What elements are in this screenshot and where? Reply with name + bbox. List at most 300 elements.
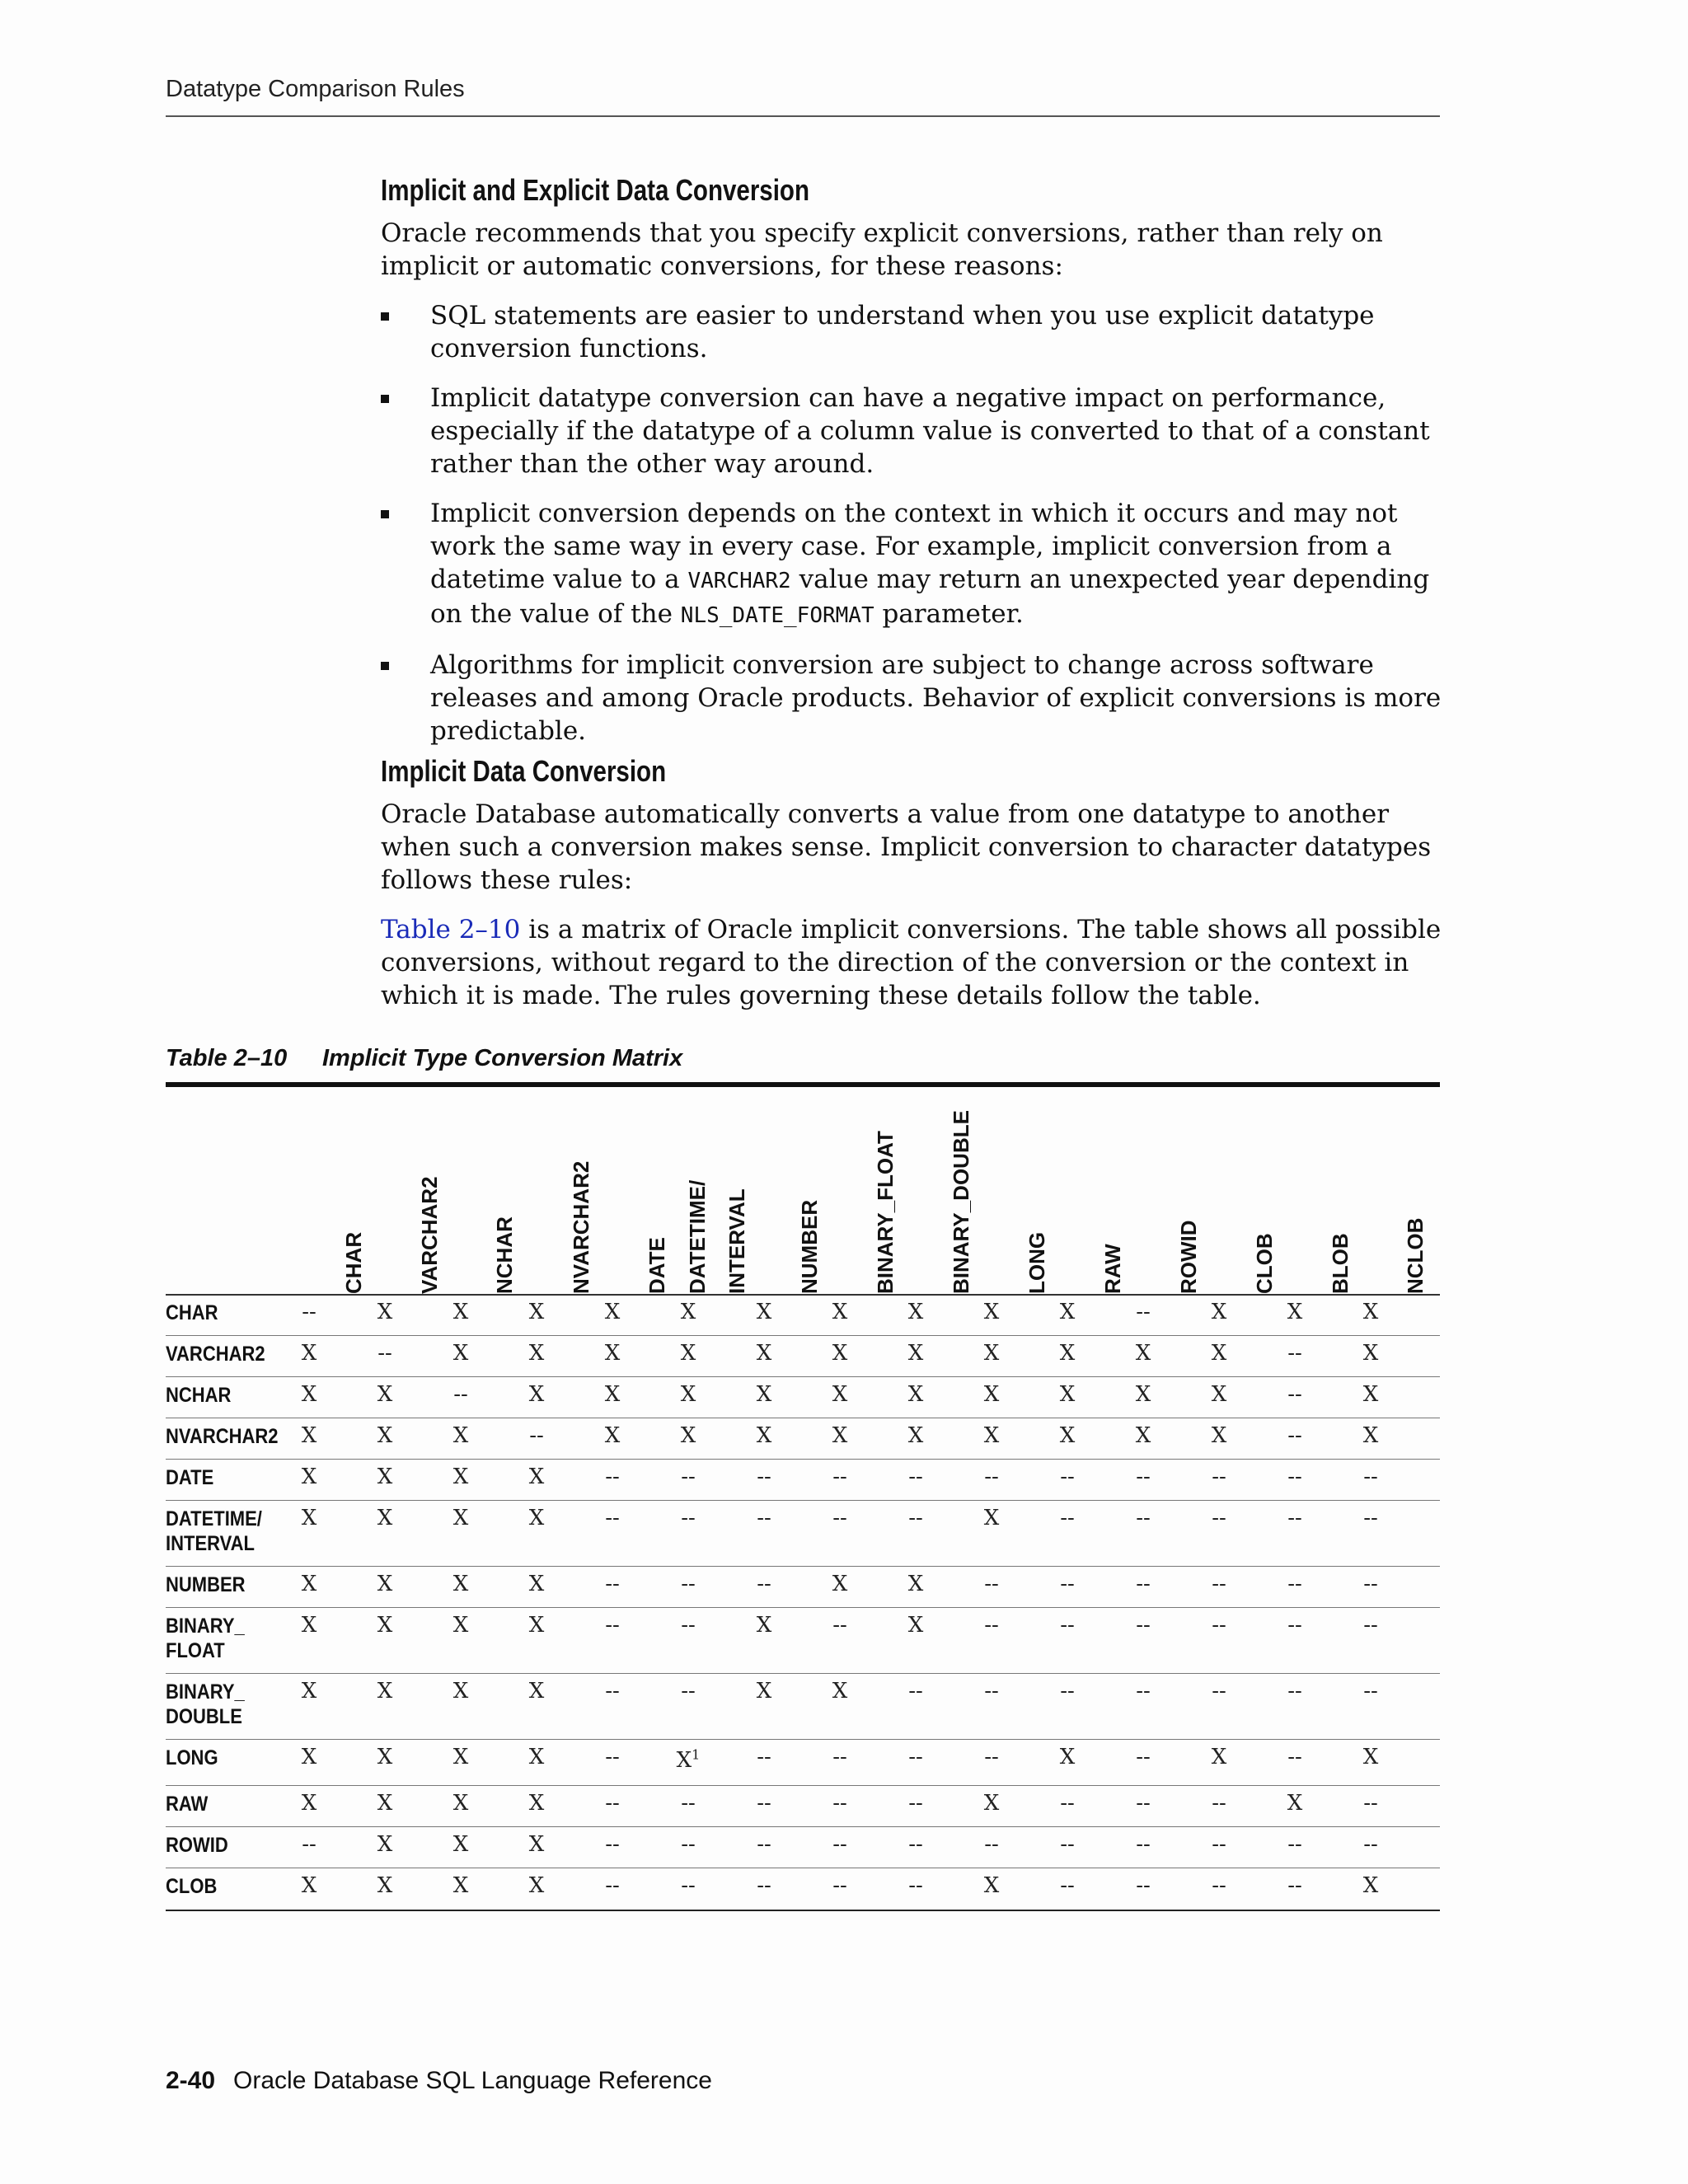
- cell-value: X: [301, 1382, 317, 1407]
- table-cell: [1354, 1744, 1387, 1770]
- cell-value: X: [301, 1506, 317, 1530]
- cell-value: --: [1136, 1679, 1151, 1704]
- cell-value: X: [680, 1300, 696, 1324]
- cell-value: X: [756, 1341, 772, 1366]
- cell-value: X: [1362, 1873, 1379, 1898]
- table-cell: [1278, 1744, 1311, 1770]
- cell-value: --: [681, 1613, 696, 1638]
- table-cell: [444, 1612, 477, 1638]
- table-cell: [368, 1612, 401, 1638]
- table-cell: [444, 1571, 477, 1597]
- section2-para2: [381, 913, 1444, 1012]
- table-cell: [293, 1505, 326, 1531]
- table-cell: [1051, 1872, 1084, 1899]
- table-cell: [1203, 1678, 1236, 1704]
- cell-value: X: [1211, 1745, 1227, 1769]
- cell-value: --: [757, 1832, 771, 1857]
- table-cell: [444, 1422, 477, 1449]
- cell-value: --: [1136, 1873, 1151, 1898]
- cell-value: --: [1212, 1465, 1226, 1489]
- table-cell: [293, 1744, 326, 1770]
- cell-value: X: [1059, 1341, 1076, 1366]
- cell-value: X: [377, 1572, 393, 1596]
- cell-value: X: [301, 1423, 317, 1448]
- cell-value: --: [1287, 1873, 1302, 1898]
- table-row: [166, 1376, 1440, 1418]
- cell-value: X: [301, 1572, 317, 1596]
- table-cell: [975, 1831, 1008, 1858]
- cell-value: --: [1136, 1506, 1151, 1530]
- cell-value: --: [1363, 1465, 1378, 1489]
- table-cell: [748, 1790, 781, 1816]
- cell-value: X: [756, 1679, 772, 1704]
- table-row: [166, 1335, 1440, 1377]
- table-cell: [1354, 1464, 1387, 1490]
- cell-value: X: [756, 1300, 772, 1324]
- row-label: DATE: [166, 1466, 214, 1489]
- cell-value: X: [301, 1791, 317, 1816]
- cell-value: --: [984, 1745, 999, 1769]
- table-row: [166, 1785, 1440, 1827]
- table-cell: [1051, 1299, 1084, 1325]
- table-cell: [748, 1612, 781, 1638]
- column-header-label: CLOB: [1252, 1233, 1277, 1294]
- cell-value: X: [756, 1613, 772, 1638]
- cell-value: X: [680, 1382, 696, 1407]
- table-cell: [444, 1790, 477, 1816]
- cell-value: X: [756, 1423, 772, 1448]
- table-cell: [1278, 1831, 1311, 1858]
- table-cell: [748, 1744, 781, 1770]
- list-item: [381, 382, 1444, 480]
- cell-value: X: [676, 1748, 692, 1773]
- cell-value: X: [452, 1873, 469, 1898]
- cell-value: X: [452, 1465, 469, 1489]
- table-cell: [368, 1505, 401, 1531]
- cell-value: --: [1212, 1679, 1226, 1704]
- table-cell: [899, 1571, 932, 1597]
- column-header-label: LONG: [1025, 1231, 1049, 1294]
- table-row: [166, 1294, 1440, 1336]
- table-cell: [672, 1831, 705, 1858]
- table-cell: [1354, 1505, 1387, 1531]
- cell-value: --: [605, 1873, 620, 1898]
- cell-value: X: [1362, 1341, 1379, 1366]
- cell-value: --: [1136, 1832, 1151, 1857]
- table-cell: [1051, 1340, 1084, 1366]
- table-cell: [975, 1678, 1008, 1704]
- table-cell: [293, 1422, 326, 1449]
- table-cell: [596, 1571, 629, 1597]
- cell-value: X: [377, 1382, 393, 1407]
- table-cell: [748, 1831, 781, 1858]
- cell-value: X: [528, 1300, 545, 1324]
- table-cell: [899, 1422, 932, 1449]
- cell-value: X: [528, 1506, 545, 1530]
- table-cell: [368, 1744, 401, 1770]
- list-item-text: parameter.: [874, 599, 1024, 629]
- table-cell: [1203, 1422, 1236, 1449]
- table-cell: [1051, 1744, 1084, 1770]
- cell-value: --: [984, 1572, 999, 1596]
- table-cell: [596, 1381, 629, 1408]
- cell-value: --: [832, 1832, 847, 1857]
- cell-value: X: [1059, 1745, 1076, 1769]
- table-cell: [823, 1744, 856, 1770]
- table-cell: [368, 1872, 401, 1899]
- table-cell: [975, 1612, 1008, 1638]
- cell-value: X: [301, 1465, 317, 1489]
- cell-value: --: [1060, 1832, 1075, 1857]
- cell-value: X: [377, 1300, 393, 1324]
- table-cell: [520, 1340, 553, 1366]
- cell-value: X: [907, 1341, 924, 1366]
- table-cell: [975, 1744, 1008, 1770]
- cell-value: X: [1362, 1300, 1379, 1324]
- section-heading-implicit-conversion: Implicit Data Conversion: [381, 754, 667, 788]
- cell-value: X: [377, 1613, 393, 1638]
- cell-value: X: [452, 1791, 469, 1816]
- cell-value: X: [528, 1613, 545, 1638]
- table-row: [166, 1673, 1440, 1740]
- table-cell: [823, 1790, 856, 1816]
- table-cell: [596, 1612, 629, 1638]
- table-cell: [975, 1422, 1008, 1449]
- cell-value: X: [377, 1832, 393, 1857]
- cell-value: --: [1136, 1791, 1151, 1816]
- table-cell: [823, 1872, 856, 1899]
- book-title: Oracle Database SQL Language Reference: [233, 2067, 712, 2094]
- table-cell: [596, 1505, 629, 1531]
- cell-value: --: [1287, 1679, 1302, 1704]
- cell-value: X: [832, 1341, 848, 1366]
- cell-value: X: [452, 1341, 469, 1366]
- column-header-label: DATETIME/: [685, 1179, 710, 1294]
- cell-value: --: [1136, 1465, 1151, 1489]
- table-cell: [899, 1381, 932, 1408]
- column-header-label: NCLOB: [1403, 1217, 1428, 1294]
- table-cell: [368, 1571, 401, 1597]
- table-cell: [1354, 1571, 1387, 1597]
- table-cell: [444, 1340, 477, 1366]
- column-header-label: NVARCHAR2: [569, 1160, 593, 1294]
- cell-value: X: [983, 1300, 1000, 1324]
- table-cell: [1203, 1505, 1236, 1531]
- cell-value: X: [452, 1506, 469, 1530]
- cell-value: X: [1059, 1423, 1076, 1448]
- table-cell: [1127, 1612, 1160, 1638]
- table-cell: [520, 1872, 553, 1899]
- cell-value: --: [832, 1873, 847, 1898]
- cell-value: --: [605, 1679, 620, 1704]
- cell-value: --: [1287, 1832, 1302, 1857]
- cell-value: --: [1212, 1832, 1226, 1857]
- table-cell: [596, 1872, 629, 1899]
- cell-value: --: [605, 1572, 620, 1596]
- table-cell: [1203, 1872, 1236, 1899]
- page-number: 2-40: [166, 2067, 216, 2094]
- cell-value: --: [984, 1832, 999, 1857]
- cell-value: X: [301, 1341, 317, 1366]
- table-reference-link[interactable]: Table 2–10: [381, 915, 521, 944]
- table-cell: [1278, 1571, 1311, 1597]
- cell-value: --: [1363, 1572, 1378, 1596]
- table-cell: [1203, 1744, 1236, 1770]
- cell-value: X: [1211, 1341, 1227, 1366]
- cell-value: --: [1212, 1791, 1226, 1816]
- table-cell: [520, 1744, 553, 1770]
- cell-value: X: [832, 1679, 848, 1704]
- table-cell: [596, 1790, 629, 1816]
- table-cell: [520, 1381, 553, 1408]
- table-caption: [166, 1045, 682, 1072]
- cell-value: --: [757, 1572, 771, 1596]
- table-cell: [672, 1571, 705, 1597]
- table-cell: [823, 1381, 856, 1408]
- table-cell: [293, 1678, 326, 1704]
- table-cell: [1354, 1831, 1387, 1858]
- section2-para2-text: is a matrix of Oracle implicit conversions. The table shows all possible conversions, without regard to the direction of the conversion or the context in which it is made. The rules governing these details follow the table.: [381, 915, 1442, 1010]
- table-cell: [1278, 1422, 1311, 1449]
- list-item-text: Algorithms for implicit conversion are subject to change across software releases and among Oracle products. Behavior of explicit conversions is more predictable.: [430, 650, 1442, 746]
- table-cell: [672, 1340, 705, 1366]
- cell-value: X: [907, 1572, 924, 1596]
- table-cell: [823, 1571, 856, 1597]
- cell-value: X: [528, 1832, 545, 1857]
- cell-value: X: [452, 1300, 469, 1324]
- cell-value: --: [908, 1873, 923, 1898]
- cell-value: X: [983, 1423, 1000, 1448]
- table-cell: [368, 1299, 401, 1325]
- cell-value: X: [832, 1382, 848, 1407]
- table-cell: [975, 1571, 1008, 1597]
- cell-value: X: [528, 1791, 545, 1816]
- cell-value: X: [1287, 1300, 1303, 1324]
- cell-value: X: [1211, 1423, 1227, 1448]
- cell-value: --: [681, 1832, 696, 1857]
- table-cell: [1278, 1340, 1311, 1366]
- cell-value: --: [1136, 1572, 1151, 1596]
- table-cell: [293, 1340, 326, 1366]
- table-cell: [748, 1381, 781, 1408]
- running-header: Datatype Comparison Rules: [166, 76, 465, 102]
- cell-value: X: [1362, 1382, 1379, 1407]
- table-cell: [899, 1790, 932, 1816]
- table-cell: [1051, 1464, 1084, 1490]
- cell-value: --: [1287, 1465, 1302, 1489]
- table-cell: [444, 1831, 477, 1858]
- table-cell: [293, 1299, 326, 1325]
- cell-value: --: [832, 1745, 847, 1769]
- table-cell: [1278, 1464, 1311, 1490]
- table-top-rule: [166, 1082, 1440, 1087]
- list-item: [381, 649, 1444, 748]
- cell-value: --: [681, 1572, 696, 1596]
- cell-value: X: [1135, 1382, 1151, 1407]
- table-cell: [1278, 1505, 1311, 1531]
- cell-value: --: [757, 1465, 771, 1489]
- table-cell: [1278, 1872, 1311, 1899]
- list-item-text: SQL statements are easier to understand when you use explicit datatype conversion functions.: [430, 301, 1375, 363]
- section2-body: [381, 798, 1444, 1012]
- row-label: CLOB: [166, 1875, 218, 1898]
- cell-value: --: [1287, 1613, 1302, 1638]
- cell-value: --: [757, 1791, 771, 1816]
- table-cell: [596, 1422, 629, 1449]
- column-header-label: BINARY_DOUBLE: [949, 1110, 973, 1294]
- cell-value: --: [757, 1873, 771, 1898]
- column-header-label: CHAR: [341, 1231, 366, 1294]
- cell-value: X: [907, 1613, 924, 1638]
- table-cell: [1203, 1381, 1236, 1408]
- cell-value: X: [907, 1423, 924, 1448]
- cell-value: --: [1363, 1506, 1378, 1530]
- table-cell: [975, 1381, 1008, 1408]
- cell-value: X: [301, 1745, 317, 1769]
- table-cell: [1354, 1612, 1387, 1638]
- row-label: RAW: [166, 1793, 209, 1816]
- table-cell: [1051, 1381, 1084, 1408]
- table-cell: [293, 1571, 326, 1597]
- table-cell: [823, 1340, 856, 1366]
- cell-value: --: [302, 1832, 316, 1857]
- cell-value: X: [1135, 1341, 1151, 1366]
- list-item-text: Implicit conversion depends on the context in which it occurs and may not work the same way in every case. For example, implicit conversion from a datetime value to a: [430, 499, 1398, 594]
- table-cell: [1127, 1505, 1160, 1531]
- column-header-label: NUMBER: [797, 1199, 822, 1294]
- cell-value: --: [1212, 1572, 1226, 1596]
- table-cell: [1354, 1299, 1387, 1325]
- cell-value: X: [1287, 1791, 1303, 1816]
- table-cell: [975, 1872, 1008, 1899]
- section-heading-explicit-conversion: Implicit and Explicit Data Conversion: [381, 173, 809, 207]
- cell-value: --: [1287, 1382, 1302, 1407]
- table-cell: [520, 1790, 553, 1816]
- cell-value: --: [1136, 1745, 1151, 1769]
- table-cell: [520, 1505, 553, 1531]
- cell-value: --: [832, 1791, 847, 1816]
- cell-value: --: [757, 1506, 771, 1530]
- cell-value: X: [604, 1382, 621, 1407]
- table-cell: [368, 1831, 401, 1858]
- row-label: BINARY_ DOUBLE: [166, 1680, 245, 1728]
- table-cell: [899, 1340, 932, 1366]
- row-label: NCHAR: [166, 1384, 232, 1407]
- table-cell: [596, 1340, 629, 1366]
- table-cell: [1127, 1678, 1160, 1704]
- cell-value: --: [908, 1465, 923, 1489]
- cell-value: --: [1287, 1423, 1302, 1448]
- cell-value: --: [908, 1679, 923, 1704]
- cell-value: X: [1362, 1745, 1379, 1769]
- table-cell: [975, 1464, 1008, 1490]
- bullet-icon: [381, 395, 389, 403]
- table-cell: [444, 1381, 477, 1408]
- table-cell: [1354, 1381, 1387, 1408]
- table-cell: [1203, 1340, 1236, 1366]
- list-item: [381, 497, 1444, 632]
- cell-value: --: [1212, 1506, 1226, 1530]
- table-cell: [975, 1340, 1008, 1366]
- reasons-list: [381, 299, 1444, 748]
- table-cell: [899, 1612, 932, 1638]
- table-cell: [672, 1872, 705, 1899]
- table-cell: [823, 1464, 856, 1490]
- cell-value: X: [377, 1791, 393, 1816]
- cell-value: X: [528, 1745, 545, 1769]
- cell-value: --: [529, 1423, 544, 1448]
- cell-value: X: [452, 1679, 469, 1704]
- bullet-icon: [381, 510, 389, 518]
- table-cell: [596, 1678, 629, 1704]
- table-cell: [293, 1831, 326, 1858]
- cell-value: --: [908, 1745, 923, 1769]
- table-cell: [596, 1744, 629, 1770]
- cell-value: X: [1059, 1300, 1076, 1324]
- table-cell: [1051, 1612, 1084, 1638]
- table-cell: [293, 1381, 326, 1408]
- cell-value: --: [302, 1300, 316, 1324]
- column-header-label: NCHAR: [492, 1216, 517, 1294]
- table-cell: [520, 1678, 553, 1704]
- row-label: ROWID: [166, 1834, 228, 1857]
- row-label: CHAR: [166, 1301, 218, 1324]
- cell-value: --: [832, 1613, 847, 1638]
- table-cell: [899, 1464, 932, 1490]
- table-row: [166, 1500, 1440, 1567]
- table-cell: [520, 1831, 553, 1858]
- table-cell: [1127, 1299, 1160, 1325]
- table-cell: [596, 1831, 629, 1858]
- cell-value: X: [528, 1465, 545, 1489]
- cell-value: --: [1212, 1873, 1226, 1898]
- table-cell: [1278, 1612, 1311, 1638]
- table-cell: [899, 1744, 932, 1770]
- cell-value: --: [605, 1832, 620, 1857]
- section2-para1: Oracle Database automatically converts a value from one datatype to another when such a conversion makes sense. Implicit conversion to character datatypes follows these rules:: [381, 799, 1432, 895]
- cell-value: --: [1212, 1613, 1226, 1638]
- table-cell: [823, 1505, 856, 1531]
- cell-value: --: [1287, 1745, 1302, 1769]
- cell-value: --: [832, 1465, 847, 1489]
- table-cell: [748, 1678, 781, 1704]
- bullet-icon: [381, 662, 389, 670]
- cell-value: X: [528, 1382, 545, 1407]
- cell-value: X: [680, 1423, 696, 1448]
- table-cell: [823, 1831, 856, 1858]
- table-cell: [672, 1678, 705, 1704]
- cell-value: --: [681, 1465, 696, 1489]
- table-cell: [1203, 1571, 1236, 1597]
- table-cell: [293, 1790, 326, 1816]
- table-cell: [293, 1464, 326, 1490]
- row-label: NVARCHAR2: [166, 1425, 279, 1448]
- table-cell: [672, 1299, 705, 1325]
- table-row: [166, 1418, 1440, 1460]
- cell-value: X: [377, 1465, 393, 1489]
- bullet-icon: [381, 312, 389, 321]
- table-cell: [672, 1505, 705, 1531]
- list-item: [381, 299, 1444, 365]
- list-item-text: value may return an unexpected year depending on the value of the: [430, 565, 1430, 629]
- cell-value: --: [1060, 1679, 1075, 1704]
- cell-value: --: [1060, 1613, 1075, 1638]
- cell-value: X: [983, 1791, 1000, 1816]
- code-varchar2: VARCHAR2: [687, 569, 791, 593]
- table-cell: [1203, 1464, 1236, 1490]
- table-cell: [368, 1678, 401, 1704]
- table-cell: [1051, 1790, 1084, 1816]
